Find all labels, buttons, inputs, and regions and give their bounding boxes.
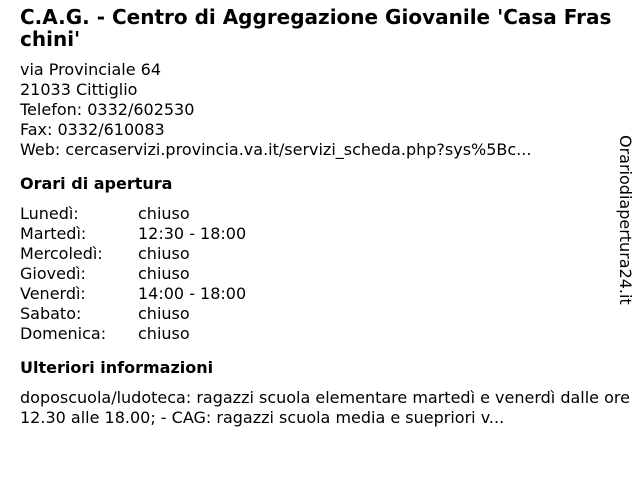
hours-row-wednesday	[20, 244, 612, 264]
street-address: via Provinciale 64	[20, 60, 162, 79]
hours-row-tuesday	[20, 224, 612, 244]
fax-number: Fax: 0332/610083	[20, 120, 165, 139]
website-link[interactable]: Web: cercaservizi.provincia.va.it/servizi_scheda.php?sys%5Bc...	[20, 140, 532, 159]
info-heading: Ulteriori informazioni	[20, 358, 214, 377]
hours-row-friday	[20, 284, 612, 304]
hours-row-monday	[20, 204, 612, 224]
brand-watermark: Orariodiapertura24.it	[616, 135, 635, 305]
hours-heading: Orari di apertura	[20, 174, 173, 193]
address-block	[20, 60, 612, 160]
day-label: Giovedì:	[20, 264, 86, 283]
day-hours: 14:00 - 18:00	[138, 284, 247, 303]
hours-row-sunday	[20, 324, 612, 344]
day-label: Lunedì:	[20, 204, 79, 223]
city-postal: 21033 Cittiglio	[20, 80, 138, 99]
day-hours: chiuso	[138, 304, 190, 323]
day-label: Domenica:	[20, 324, 107, 343]
page-title: C.A.G. - Centro di Aggregazione Giovanile 'Casa Fraschini'	[20, 5, 612, 51]
info-description: doposcuola/ludoteca: ragazzi scuola elementare martedì e venerdì dalle ore 12.30 alle 18.00; - CAG: ragazzi scuola media e suepriori v...	[20, 388, 630, 427]
day-hours: 12:30 - 18:00	[138, 224, 247, 243]
day-label: Martedì:	[20, 224, 87, 243]
day-hours: chiuso	[138, 244, 190, 263]
phone-number: Telefon: 0332/602530	[20, 100, 195, 119]
day-hours: chiuso	[138, 324, 190, 343]
day-label: Venerdì:	[20, 284, 86, 303]
day-hours: chiuso	[138, 204, 190, 223]
day-label: Mercoledì:	[20, 244, 103, 263]
hours-row-thursday	[20, 264, 612, 284]
day-label: Sabato:	[20, 304, 82, 323]
day-hours: chiuso	[138, 264, 190, 283]
hours-row-saturday	[20, 304, 612, 324]
opening-hours-table	[20, 204, 612, 344]
